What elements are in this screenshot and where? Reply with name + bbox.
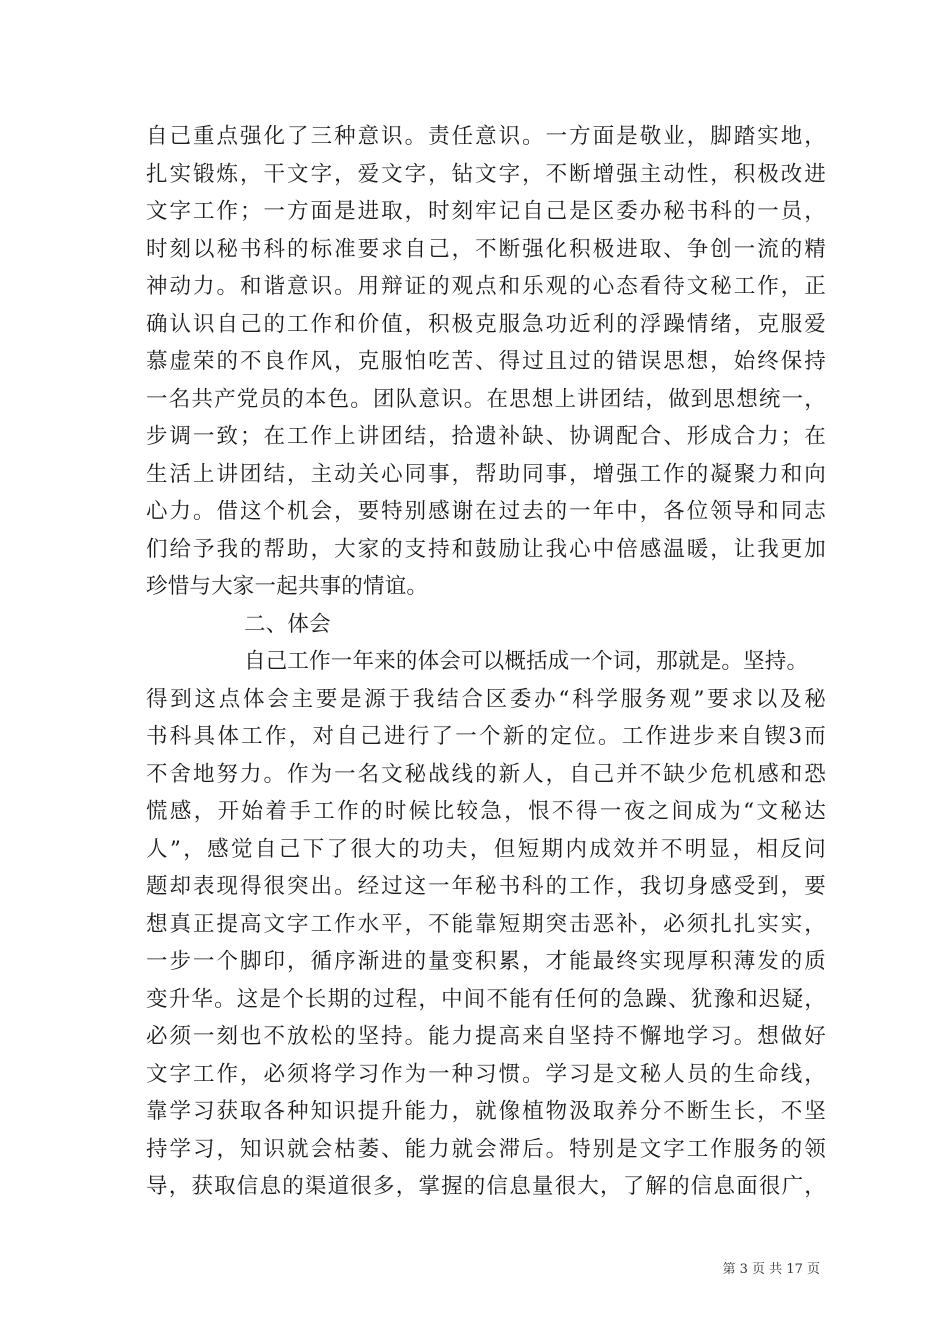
text-line: 必须一刻也不放松的坚持。能力提高来自坚持不懈地学习。想做好	[146, 1024, 826, 1049]
text-line: 心力。借这个机会，要特别感谢在过去的一年中，各位领导和同志	[146, 499, 826, 524]
text-line: 慕虚荣的不良作风，克服怕吃苦、得过且过的错误思想，始终保持	[146, 349, 826, 374]
text-line: 文字工作；一方面是进取，时刻牢记自己是区委办秘书科的一员，	[146, 199, 826, 224]
text-line: 们给予我的帮助，大家的支持和鼓励让我心中倍感温暖，让我更加	[146, 536, 826, 562]
text-line: 靠学习获取各种知识提升能力，就像植物汲取养分不断生长，不坚	[146, 1099, 826, 1124]
text-line: 生活上讲团结，主动关心同事，帮助同事，增强工作的凝聚力和向	[146, 461, 826, 487]
text-line: 扎实锻炼，干文字，爱文字，钻文字，不断增强主动性，积极改进	[146, 161, 826, 187]
text-line: 导，获取信息的渠道很多，掌握的信息量很大，了解的信息面很广，	[146, 1174, 826, 1199]
text-line: 慌感，开始着手工作的时候比较急，恨不得一夜之间成为“文秘达	[146, 799, 826, 824]
text-line: 文字工作，必须将学习作为一种习惯。学习是文秘人员的生命线，	[146, 1061, 826, 1087]
text-line: 人”，感觉自己下了很大的功夫，但短期内成效并不明显，相反问	[146, 836, 826, 862]
text-line: 自己工作一年来的体会可以概括成一个词，那就是。坚持。	[244, 649, 809, 674]
text-line: 一步一个脚印，循序渐进的量变积累，才能最终实现厚积薄发的质	[146, 949, 826, 974]
text-line: 书科具体工作，对自己进行了一个新的定位。工作进步来自锲3而	[146, 724, 826, 749]
text-line: 时刻以秘书科的标准要求自己，不断强化积极进取、争创一流的精	[146, 236, 826, 262]
text-line: 步调一致；在工作上讲团结，拾遗补缺、协调配合、形成合力；在	[146, 424, 826, 449]
text-line: 一名共产党员的本色。团队意识。在思想上讲团结，做到思想统一，	[146, 386, 826, 412]
page-number-footer: 第 3 页 共 17 页	[722, 1262, 820, 1277]
text-line: 得到这点体会主要是源于我结合区委办“科学服务观”要求以及秘	[146, 686, 826, 712]
text-line: 题却表现得很突出。经过这一年秘书科的工作，我切身感受到，要	[146, 874, 826, 899]
section-heading: 二、体会	[244, 611, 331, 637]
text-line: 变升华。这是个长期的过程，中间不能有任何的急躁、犹豫和迟疑，	[146, 986, 826, 1012]
text-line: 确认识自己的工作和价值，积极克服急功近利的浮躁情绪，克服爱	[146, 311, 826, 337]
text-line: 不舍地努力。作为一名文秘战线的新人，自己并不缺少危机感和恐	[146, 761, 826, 787]
text-line: 珍惜与大家一起共事的情谊。	[146, 574, 429, 599]
text-line: 神动力。和谐意识。用辩证的观点和乐观的心态看待文秘工作，正	[146, 274, 826, 299]
text-line: 自己重点强化了三种意识。责任意识。一方面是敬业，脚踏实地，	[146, 124, 826, 149]
text-line: 想真正提高文字工作水平，不能靠短期突击恶补，必须扎扎实实，	[146, 911, 826, 937]
document-body	[146, 118, 826, 1206]
text-line: 持学习，知识就会枯萎、能力就会滞后。特别是文字工作服务的领	[146, 1136, 826, 1162]
